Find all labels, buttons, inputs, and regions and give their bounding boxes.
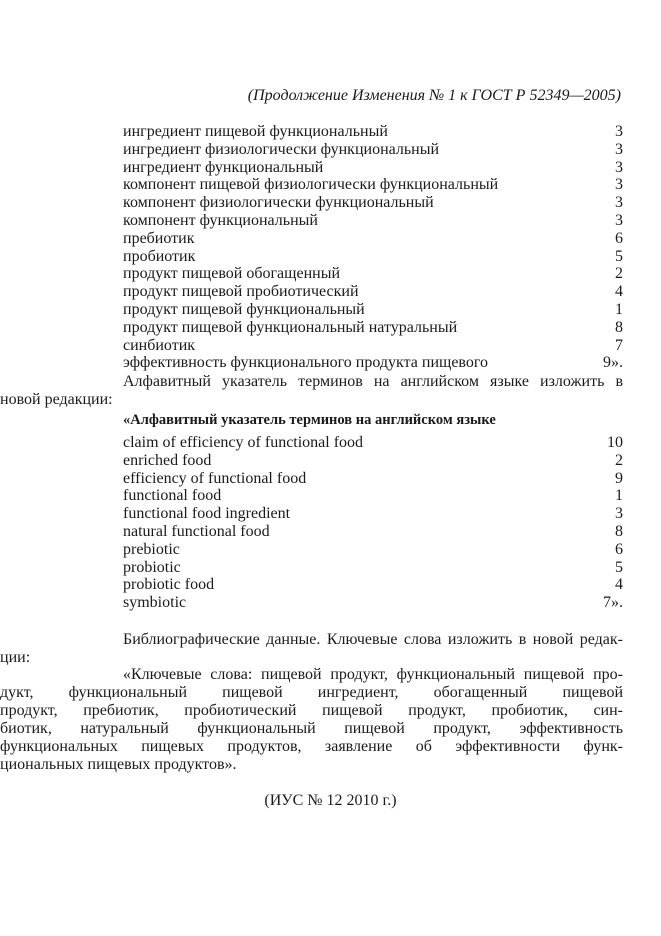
- index-term: symbiotic: [123, 594, 187, 612]
- index-entry: [123, 141, 623, 159]
- index-page-number: 3: [615, 140, 623, 158]
- page-header: (Продолжение Изменения № 1 к ГОСТ Р 52349—2005): [247, 87, 621, 104]
- index-entry: [123, 176, 623, 194]
- paragraph-line: ции:: [0, 649, 31, 666]
- index-term: эффективность функционального продукта пищевого: [123, 354, 489, 372]
- index-page-number: 3: [615, 123, 623, 140]
- index-entry: [123, 434, 623, 452]
- index-entry: [123, 301, 623, 319]
- index-page-number: 1: [615, 487, 623, 505]
- index-entry: [123, 337, 623, 355]
- index-entry: [123, 541, 623, 559]
- index-term: natural functional food: [123, 522, 270, 540]
- index-entry: [123, 194, 623, 212]
- index-term: пробиотик: [123, 247, 196, 265]
- paragraph-line: функциональных пищевых продуктов, заявление об эффективности функ-: [0, 738, 623, 755]
- index-entry: [123, 212, 623, 230]
- bibliographic-paragraph: [0, 631, 623, 667]
- index-entry: [123, 576, 623, 594]
- russian-term-index: [123, 123, 623, 372]
- index-page-number: 3: [615, 176, 623, 194]
- index-term: компонент физиологически функциональный: [123, 194, 434, 212]
- index-page-number: 2: [615, 451, 623, 469]
- index-term: functional food: [123, 487, 222, 505]
- index-term: functional food ingredient: [123, 505, 291, 523]
- index-page-number: 2: [615, 265, 623, 283]
- index-term: ингредиент функциональный: [123, 158, 324, 176]
- index-page-number: 6: [615, 229, 623, 247]
- index-term: продукт пищевой функциональный: [123, 300, 365, 318]
- index-entry: [123, 470, 623, 488]
- index-entry: [123, 354, 623, 372]
- index-page-number: 3: [615, 505, 623, 523]
- paragraph-line: биотик, натуральный функциональный пищевой продукт, эффективность: [0, 720, 623, 737]
- index-term: продукт пищевой обогащенный: [123, 265, 341, 283]
- index-term: enriched food: [123, 451, 212, 469]
- index-term: probiotic: [123, 558, 181, 576]
- index-page-number: 8: [615, 522, 623, 540]
- index-term: ингредиент пищевой функциональный: [123, 123, 388, 140]
- index-term: probiotic food: [123, 576, 215, 594]
- english-index-title: «Алфавитный указатель терминов на английском языке: [123, 412, 496, 428]
- index-page-number: 3: [615, 194, 623, 212]
- index-page-number: 9: [615, 469, 623, 487]
- index-entry: [123, 319, 623, 337]
- index-page-number: 9».: [603, 354, 623, 372]
- english-term-index: [123, 434, 623, 612]
- index-entry: [123, 230, 623, 248]
- index-term: компонент пищевой физиологически функциональный: [123, 176, 499, 194]
- index-entry: [123, 505, 623, 523]
- index-page-number: 10: [607, 434, 623, 451]
- index-page-number: 6: [615, 540, 623, 558]
- keywords-paragraph: [0, 666, 623, 774]
- page-footer: (ИУС № 12 2010 г.): [264, 792, 397, 809]
- index-entry: [123, 265, 623, 283]
- paragraph-line: «Ключевые слова: пищевой продукт, функциональный пищевой про-: [123, 666, 623, 683]
- index-entry: [123, 594, 623, 612]
- index-term: prebiotic: [123, 540, 180, 558]
- index-page-number: 4: [615, 576, 623, 594]
- paragraph-line: продукт, пребиотик, пробиотический пищевой продукт, пробиотик, син-: [0, 702, 623, 719]
- paragraph-line: Алфавитный указатель терминов на английском языке изложить в: [123, 373, 623, 390]
- index-page-number: 7».: [603, 594, 623, 612]
- index-entry: [123, 123, 623, 141]
- paragraph-line: циональных пищевых продуктов».: [0, 756, 237, 773]
- index-entry: [123, 159, 623, 177]
- index-page-number: 7: [615, 336, 623, 354]
- index-entry: [123, 452, 623, 470]
- index-page-number: 1: [615, 300, 623, 318]
- index-page-number: 8: [615, 318, 623, 336]
- alphabetical-index-paragraph: [0, 373, 623, 409]
- index-entry: [123, 283, 623, 301]
- index-term: ингредиент физиологически функциональный: [123, 140, 440, 158]
- index-term: синбиотик: [123, 336, 196, 354]
- index-page-number: 3: [615, 211, 623, 229]
- index-term: компонент функциональный: [123, 211, 318, 229]
- index-term: claim of efficiency of functional food: [123, 434, 364, 451]
- paragraph-line: новой редакции:: [0, 391, 113, 408]
- index-page-number: 3: [615, 158, 623, 176]
- index-term: продукт пищевой функциональный натуральный: [123, 318, 458, 336]
- paragraph-line: дукт, функциональный пищевой ингредиент, обогащенный пищевой: [0, 684, 623, 701]
- index-entry: [123, 248, 623, 266]
- index-page-number: 5: [615, 247, 623, 265]
- index-entry: [123, 487, 623, 505]
- index-term: efficiency of functional food: [123, 469, 307, 487]
- index-page-number: 5: [615, 558, 623, 576]
- paragraph-line: Библиографические данные. Ключевые слова изложить в новой редак-: [123, 631, 623, 648]
- index-term: пребиотик: [123, 229, 195, 247]
- index-page-number: 4: [615, 283, 623, 301]
- index-term: продукт пищевой пробиотический: [123, 283, 359, 301]
- index-entry: [123, 523, 623, 541]
- index-entry: [123, 559, 623, 577]
